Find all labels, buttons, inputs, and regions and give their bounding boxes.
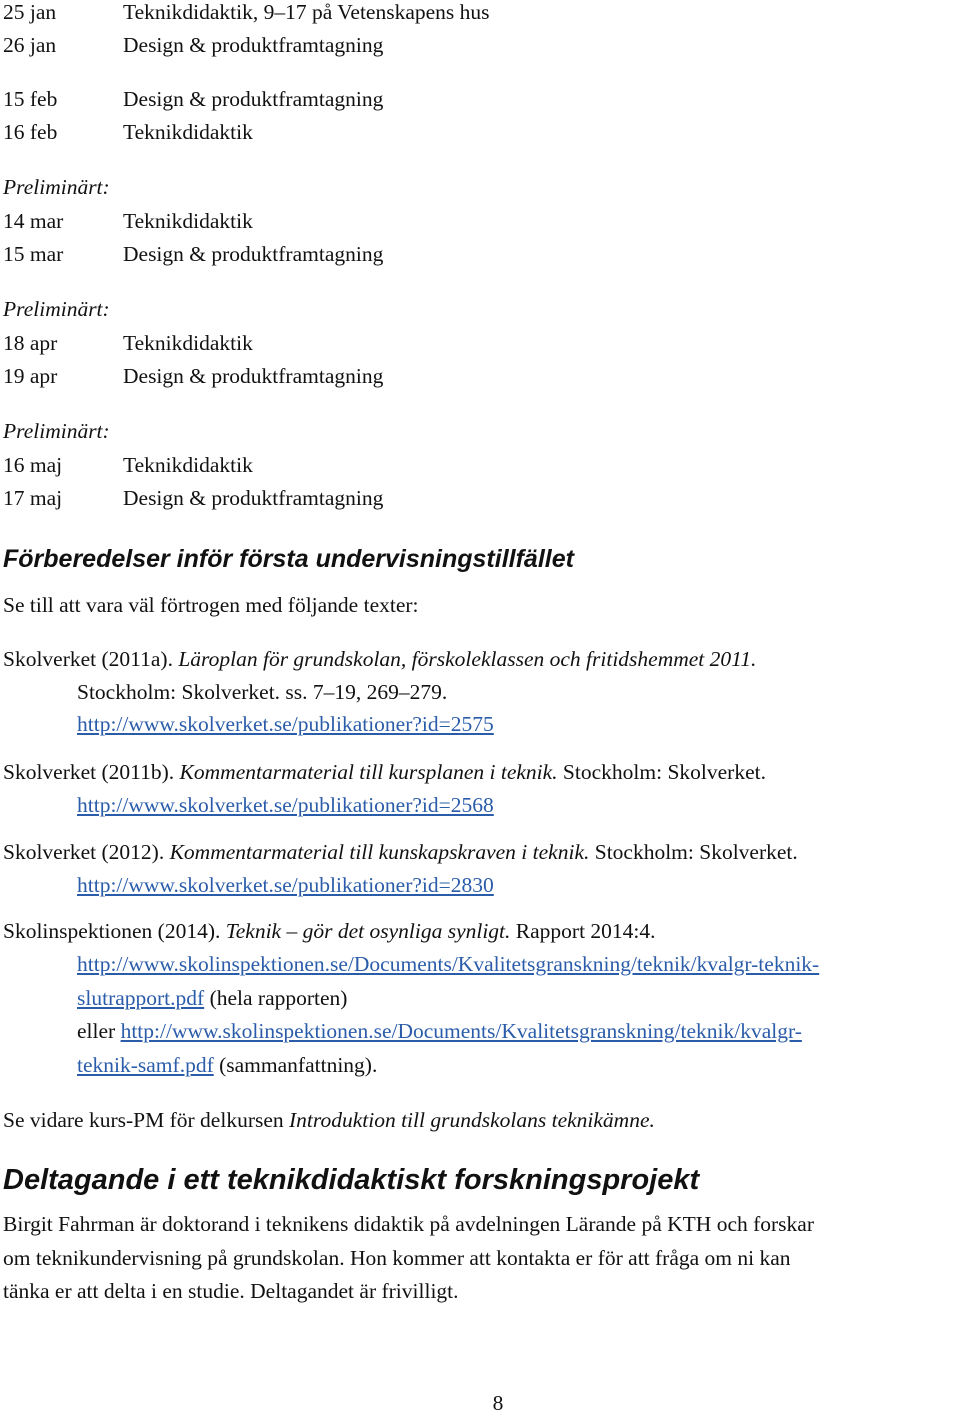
schedule-event: Teknikdidaktik [123, 453, 253, 477]
section-heading-research: Deltagande i ett teknikdidaktiskt forskningsprojekt [3, 1164, 700, 1196]
reference-link-line [77, 707, 494, 741]
research-text-line: om teknikundervisning på grundskolan. Hon kommer att kontakta er för att fråga om ni kan [3, 1246, 791, 1270]
course-pm-line [3, 1103, 655, 1137]
reference-url[interactable]: http://www.skolverket.se/publikationer?id=2830 [77, 873, 494, 897]
reference-publisher: Stockholm: Skolverket. [589, 840, 798, 864]
reference-link-line [77, 788, 494, 822]
reference-link-line [77, 981, 347, 1015]
reference-line [3, 642, 756, 676]
reference-url-summary-cont[interactable]: teknik-samf.pdf [77, 1053, 214, 1077]
schedule-date: 19 apr [3, 364, 58, 388]
course-pm-lead: Se vidare kurs-PM för delkursen [3, 1108, 290, 1132]
schedule-date: 15 feb [3, 87, 58, 111]
reference-link-line [77, 1048, 377, 1082]
reference-url-full-report[interactable]: http://www.skolinspektionen.se/Documents/Kvalitetsgranskning/teknik/kvalgr-teknik- [77, 952, 820, 976]
reference-line [3, 755, 766, 789]
schedule-date: 16 feb [3, 120, 58, 144]
schedule-event: Design & produktframtagning [123, 87, 384, 111]
reference-eller: eller [77, 1019, 121, 1043]
preliminary-label: Preliminärt: [3, 419, 110, 443]
schedule-date: 26 jan [3, 33, 57, 57]
schedule-event: Design & produktframtagning [123, 33, 384, 57]
preliminary-label: Preliminärt: [3, 175, 110, 199]
reference-title: Kommentarmaterial till kunskapskraven i teknik. [169, 840, 590, 864]
schedule-date: 18 apr [3, 331, 58, 355]
reference-line [3, 835, 798, 869]
prep-intro: Se till att vara väl förtrogen med följande texter: [3, 593, 419, 617]
reference-link-line [77, 868, 494, 902]
reference-url-summary[interactable]: http://www.skolinspektionen.se/Documents/Kvalitetsgranskning/teknik/kvalgr- [120, 1019, 802, 1043]
research-text-line: Birgit Fahrman är doktorand i teknikens didaktik på avdelningen Lärande på KTH och forskar [3, 1212, 814, 1236]
schedule-date: 17 maj [3, 486, 63, 510]
schedule-event: Teknikdidaktik [123, 331, 253, 355]
reference-link-line [77, 1014, 802, 1048]
schedule-date: 14 mar [3, 209, 64, 233]
reference-url[interactable]: http://www.skolverket.se/publikationer?id=2575 [77, 712, 494, 736]
reference-url-full-report-cont[interactable]: slutrapport.pdf [77, 986, 205, 1010]
reference-author: Skolverket (2012). [3, 840, 170, 864]
course-pm-title: Introduktion till grundskolans teknikämne. [289, 1108, 655, 1132]
reference-title: Kommentarmaterial till kursplanen i teknik. [179, 760, 558, 784]
reference-author: Skolverket (2011b). [3, 760, 180, 784]
reference-line [3, 914, 656, 948]
reference-publisher: Stockholm: Skolverket. [557, 760, 766, 784]
schedule-event: Design & produktframtagning [123, 486, 384, 510]
schedule-event: Teknikdidaktik [123, 209, 253, 233]
reference-publisher: Stockholm: Skolverket. ss. 7–19, 269–279. [77, 680, 448, 704]
reference-author: Skolverket (2011a). [3, 647, 179, 671]
reference-note: (hela rapporten) [204, 986, 348, 1010]
reference-link-line [77, 947, 819, 981]
section-heading-preparation: Förberedelser inför första undervisningstillfället [3, 545, 574, 573]
reference-title: Läroplan för grundskolan, förskoleklassen och fritidshemmet 2011. [178, 647, 757, 671]
schedule-date: 15 mar [3, 242, 64, 266]
page-number: 8 [492, 1391, 504, 1415]
preliminary-label: Preliminärt: [3, 297, 110, 321]
reference-author: Skolinspektionen (2014). [3, 919, 226, 943]
reference-publisher: Rapport 2014:4. [510, 919, 656, 943]
schedule-event: Teknikdidaktik, 9–17 på Vetenskapens hus [123, 0, 490, 24]
schedule-event: Teknikdidaktik [123, 120, 253, 144]
schedule-event: Design & produktframtagning [123, 364, 384, 388]
schedule-date: 16 maj [3, 453, 63, 477]
research-text-line: tänka er att delta i en studie. Deltagandet är frivilligt. [3, 1279, 459, 1303]
reference-url[interactable]: http://www.skolverket.se/publikationer?id=2568 [77, 793, 494, 817]
schedule-date: 25 jan [3, 0, 57, 24]
schedule-event: Design & produktframtagning [123, 242, 384, 266]
reference-note: (sammanfattning). [213, 1053, 378, 1077]
reference-title: Teknik – gör det osynliga synligt. [225, 919, 511, 943]
